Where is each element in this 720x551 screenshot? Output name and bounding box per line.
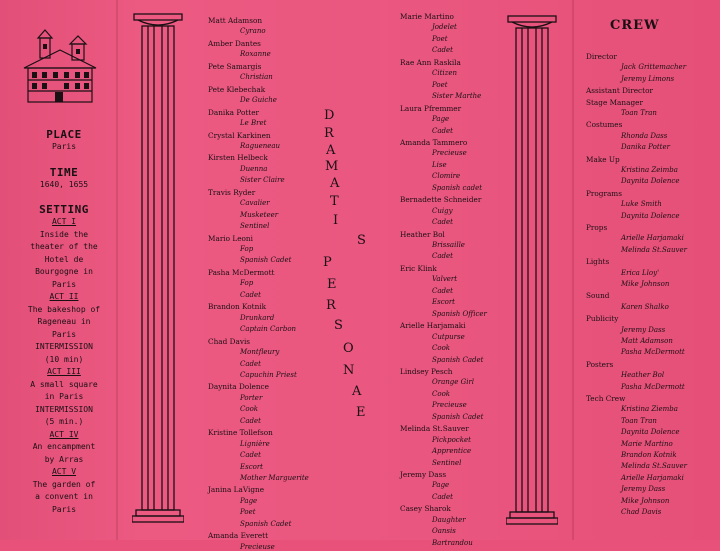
cast-role: Cadet	[432, 286, 453, 295]
crew-position: Make Up	[586, 154, 620, 164]
cast-role: Escort	[240, 462, 263, 471]
crew-member: Kristina Ziemba	[621, 405, 678, 414]
cast-role: Lignière	[240, 439, 270, 448]
intermission-length: (5 min.)	[44, 417, 84, 426]
crew-position: Lights	[586, 257, 610, 267]
cast-member-name: Casey Sharok	[400, 504, 451, 514]
cast-role: Mother Marguerite	[240, 474, 309, 482]
act-setting-line: Paris	[51, 504, 77, 514]
cast-role: Brissaille	[432, 241, 465, 249]
crew-member: Erica Lloy'	[621, 268, 659, 277]
cast-member-name: Janina LaVigne	[208, 485, 265, 495]
heading-letter: T	[330, 194, 339, 209]
cast-role: Ragueneau	[240, 141, 281, 150]
crew-member: Arielle Harjamaki	[621, 473, 684, 482]
cast-member-name: Crystal Karkinen	[208, 130, 271, 140]
cast-role: Sister Marthe	[432, 92, 482, 101]
cast-role: Spanish cadet	[432, 183, 483, 192]
act-setting-line: The bakeshop of	[27, 304, 101, 314]
act-label: ACT IV	[49, 429, 79, 439]
act-setting-line: in Paris	[44, 392, 84, 401]
crew-member: Karen Shalko	[621, 302, 669, 311]
cast-member-name: Eric Klink	[400, 263, 437, 273]
cast-role: Porter	[240, 393, 263, 402]
cast-role: Sentinel	[240, 222, 270, 231]
crew-position: Costumes	[586, 120, 623, 130]
crew-member: Kristina Zeimba	[621, 166, 678, 174]
cast-role: De Guiche	[240, 96, 277, 105]
heading-letter: R	[326, 298, 336, 313]
cast-role: Fop	[240, 279, 254, 288]
crew-member: Melinda St.Sauver	[621, 245, 687, 254]
heading-letter: S	[357, 233, 366, 248]
cast-member-name: Brandon Kotnik	[208, 302, 267, 312]
cast-role: Cutpurse	[432, 332, 465, 341]
cast-member-name: Lindsey Pesch	[400, 366, 453, 376]
cast-role: Precieuse	[432, 149, 467, 158]
cast-role: Spanish Cadet	[432, 412, 484, 421]
crew-member: Mike Johnson	[621, 280, 670, 288]
cast-role: Precieuse	[240, 542, 275, 551]
act-setting-line: Hotel de	[44, 254, 84, 264]
cast-role: Cyrano	[240, 27, 266, 36]
crew-position: Assistant Director	[586, 86, 653, 96]
cast-role: Cadet	[432, 252, 453, 261]
cast-role: Cadet	[432, 218, 453, 227]
cast-role: Christian	[240, 73, 273, 82]
cast-role: Fop	[240, 245, 254, 253]
intermission-length: (10 min)	[44, 354, 84, 364]
cast-member-name: Kirsten Helbeck	[208, 153, 268, 163]
fold-line	[116, 0, 118, 540]
crew-position: Props	[586, 223, 608, 232]
heading-letter: E	[356, 405, 366, 420]
cast-member-name: Amanda Everett	[208, 531, 269, 541]
crew-member: Rhonda Dass	[621, 131, 668, 140]
heading-letter: I	[333, 213, 339, 228]
crew-position: Stage Manager	[586, 97, 643, 107]
cast-member-name: Marie Martino	[400, 12, 454, 21]
cast-member-name: Danika Potter	[208, 107, 260, 117]
crew-member: Chad Davis	[621, 508, 662, 516]
cast-role: Orange Girl	[432, 378, 475, 387]
crew-member: Pasha McDermott	[621, 382, 685, 391]
crew-member: Daynita Dolence	[621, 428, 680, 437]
cast-member-name: Amber Dantes	[208, 38, 261, 48]
act-label: ACT II	[49, 292, 79, 301]
cast-member-name: Arielle Harjamaki	[400, 321, 466, 331]
cast-member-name: Chad Davis	[208, 336, 251, 346]
crew-member: Arielle Harjamaki	[621, 234, 684, 243]
fold-line	[572, 0, 574, 540]
cast-role: Cadet	[432, 46, 453, 55]
crew-member: Jack Grittemacher	[621, 63, 687, 72]
act-setting-line: An encampment	[32, 442, 96, 451]
cast-member-name: Amanda Tammero	[400, 137, 468, 147]
cast-role: Cook	[240, 405, 259, 414]
heading-letter: A	[326, 143, 336, 158]
heading-letter: E	[327, 277, 337, 292]
crew-member: Toan Tran	[621, 109, 657, 117]
cast-member-name: Mario Leoni	[208, 233, 253, 243]
act-label: ACT V	[51, 467, 77, 476]
cast-role: Valvert	[432, 275, 458, 284]
crew-member: Jeremy Dass	[621, 325, 666, 334]
cast-member-name: Pete Klebechak	[208, 84, 266, 94]
cast-member-name: Jeremy Dass	[400, 470, 447, 479]
cast-role: Citizen	[432, 69, 457, 78]
cast-role: Cadet	[432, 126, 453, 135]
cast-role: Capuchin Priest	[240, 370, 297, 379]
cast-role: Musketeer	[240, 210, 279, 219]
act-setting-line: Rageneau in	[37, 317, 91, 326]
heading-letter: D	[324, 108, 335, 123]
cast-role: Jodelet	[432, 23, 457, 32]
cast-role: Cavalier	[240, 199, 270, 208]
crew-position: Tech Crew	[586, 394, 626, 403]
cast-role: Poet	[432, 80, 448, 89]
place-value: Paris	[51, 142, 77, 151]
act-setting-line: Paris	[51, 279, 77, 289]
place-heading: PLACE	[46, 128, 82, 141]
crew-member: Pasha McDermott	[621, 348, 685, 357]
heading-letter: A	[352, 384, 362, 399]
act-setting-line: by Arras	[44, 454, 84, 464]
crew-member: Jeremy Limons	[621, 74, 675, 83]
crew-member: Daynita Dolence	[621, 211, 680, 220]
heading-letter: O	[343, 341, 354, 356]
time-heading: TIME	[49, 165, 79, 179]
cast-role: Captain Carbon	[240, 325, 297, 334]
cast-role: Bartrandou	[432, 538, 473, 547]
cast-role: Duenna	[240, 164, 268, 173]
intermission-label: INTERMISSION	[35, 342, 93, 351]
act-setting-line: Inside the	[39, 229, 89, 239]
cast-role: Escort	[432, 298, 455, 307]
right-column-pillar	[506, 8, 558, 528]
act-label: ACT I	[51, 217, 77, 226]
cast-member-name: Daynita Dolence	[208, 382, 269, 392]
cast-role: Spanish Cadet	[240, 256, 292, 265]
cast-member-name: Travis Ryder	[208, 187, 256, 197]
crew-member: Toan Tran	[621, 416, 657, 425]
act-label: ACT III	[47, 367, 81, 376]
cast-role: Cuigy	[432, 206, 453, 215]
crew-position: Director	[586, 52, 617, 61]
cast-role: Le Bret	[240, 119, 267, 128]
crew-position: Programs	[586, 188, 622, 198]
chateau-illustration	[20, 28, 100, 108]
cast-role: Cadet	[240, 290, 261, 299]
act-setting-line: a convent in	[35, 492, 93, 501]
cast-role: Page	[432, 481, 450, 490]
cast-role: Spanish Cadet	[240, 519, 292, 528]
cast-role: Cook	[432, 344, 451, 353]
cast-role: Cadet	[240, 451, 261, 460]
acts-list	[14, 216, 114, 516]
cast-role: Apprentice	[432, 447, 472, 456]
heading-letter: R	[324, 126, 334, 141]
cast-role: Sister Claire	[240, 176, 285, 185]
cast-role: Precieuse	[432, 401, 467, 410]
cast-role: Cadet	[432, 492, 453, 501]
cast-role: Page	[432, 115, 450, 124]
cast-member-name: Matt Adamson	[208, 16, 263, 25]
crew-member: Luke Smith	[621, 200, 662, 209]
heading-letter: N	[343, 363, 355, 378]
cast-role: Poet	[240, 508, 256, 517]
cast-role: Pickpocket	[432, 435, 471, 444]
crew-member: Mike Johnson	[621, 496, 670, 505]
cast-role: Cadet	[240, 359, 261, 368]
crew-position: Publicity	[586, 314, 619, 324]
heading-letter: P	[323, 255, 332, 270]
intermission-label: INTERMISSION	[35, 404, 93, 414]
act-setting-line: Paris	[51, 329, 77, 339]
cast-member-name: Bernadette Schneider	[400, 195, 482, 205]
cast-role: Page	[240, 496, 258, 505]
act-setting-line: A small square	[30, 379, 98, 389]
cast-role: Sentinel	[432, 458, 462, 467]
heading-letter: A	[330, 176, 340, 191]
cast-role: Cadet	[240, 416, 261, 425]
cast-role: Cook	[432, 389, 451, 398]
crew-member: Brandon Kotnik	[621, 451, 677, 459]
crew-member: Melinda St.Sauver	[621, 462, 687, 471]
crew-member: Daynita Dolence	[621, 177, 680, 186]
cast-member-name: Pasha McDermott	[208, 267, 275, 277]
time-value: 1640, 1655	[39, 179, 89, 189]
cast-role: Spanish Cadet	[432, 355, 484, 364]
cast-role: Poet	[432, 34, 448, 43]
crew-position: Sound	[586, 291, 610, 301]
heading-letter: M	[325, 159, 339, 174]
crew-member: Jeremy Dass	[621, 485, 666, 494]
cast-role: Spanish Officer	[432, 309, 487, 318]
crew-member: Heather Bol	[621, 371, 665, 380]
cast-member-name: Laura Pfremmer	[400, 103, 462, 113]
cast-member-name: Melinda St.Sauver	[400, 424, 469, 434]
crew-heading: CREW	[610, 18, 660, 33]
setting-panel	[14, 128, 114, 516]
cast-role: Roxanne	[240, 50, 271, 59]
cast-member-name: Kristine Tollefson	[208, 428, 273, 438]
cast-role: Oansis	[432, 527, 456, 536]
setting-heading: SETTING	[39, 203, 89, 216]
cast-member-name: Rae Ann Raskila	[400, 57, 461, 67]
act-setting-line: The garden of	[32, 479, 96, 489]
cast-role: Drunkard	[240, 313, 275, 322]
cast-member-name: Pete Samargis	[208, 61, 262, 71]
heading-letter: S	[334, 318, 343, 333]
left-column-pillar	[132, 6, 184, 526]
crew-member: Marie Martino	[621, 439, 673, 448]
act-setting-line: Bourgogne in	[35, 267, 93, 276]
crew-member: Danika Potter	[621, 143, 670, 152]
crew-member: Matt Adamson	[621, 337, 673, 345]
act-setting-line: theater of the	[30, 242, 98, 251]
cast-role: Montfleury	[240, 348, 280, 357]
crew-position: Posters	[586, 359, 614, 369]
cast-role: Daughter	[432, 515, 466, 524]
cast-role: Clomire	[432, 172, 461, 181]
cast-member-name: Heather Bol	[400, 229, 445, 239]
cast-role: Lise	[432, 160, 447, 169]
